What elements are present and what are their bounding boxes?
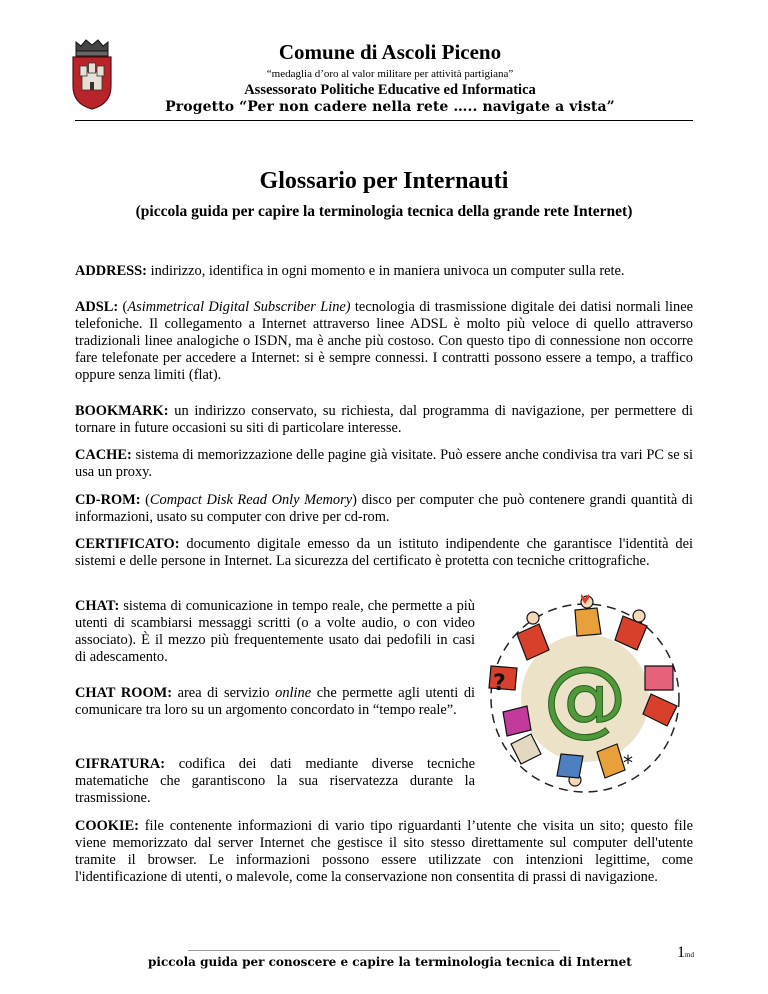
entry-italic: online [275,685,312,701]
entry-prefix: ( [140,492,150,508]
entry-term: CERTIFICATO: [75,536,180,552]
entry-term: CIFRATURA: [75,756,166,772]
people-circle-at-sign-icon [477,594,693,798]
page-number [677,944,694,962]
header-department: Assessorato Politiche Educative ed Informatica [244,82,536,98]
entry-text: sistema di memorizzazione delle pagine già visitate. Può essere anche condivisa tra vari PC se si usa un proxy. [75,447,693,480]
glossary-entry-cookie [75,818,693,886]
page-number-value: 1 [677,944,685,961]
entry-text: che permette agli utenti di comunicare tra loro su un argomento concordato in “tempo reale”. [75,685,476,718]
entry-term: CHAT: [75,598,120,614]
glossary-entry-bookmark [75,403,693,437]
glossary-entry-chat-room [75,685,475,719]
page-number-suffix: md [685,951,694,959]
entry-term: CACHE: [75,447,132,463]
entry-text: codifica dei dati mediante diverse tecniche matematiche che garantiscono la sua riservatezza durante la trasmissione. [75,756,475,806]
footer-text: piccola guida per conoscere e capire la terminologia tecnica di Internet [148,955,632,969]
glossary-entry-cache [75,447,693,481]
glossary-entry-cifratura [75,756,475,807]
header-title: Comune di Ascoli Piceno [278,40,502,64]
entry-italic: Compact Disk Read Only Memory [149,492,353,508]
entry-text: tecnologia di trasmissione digitale dei datisi normali linee telefoniche. Il collegamento a Internet attraverso linee ADSL è molto più veloce di quello attraverso tradizionali linee analogiche o ISDN, ma è anche più costoso. Con questo tipo di connessione non occorre fare telefonate per accedere a Internet: si è sempre connessi. I contratti possono essere a tempo, a traffico oppure senza limiti (flat). [75,299,694,383]
at-sign-symbol: @ [543,648,627,746]
entry-text: indirizzo, identifica in ogni momento e in maniera univoca un computer sulla rete. [146,263,625,279]
entry-term: ADSL: [75,299,119,315]
glossary-entry-address [75,263,693,280]
svg-text:*: * [623,751,633,775]
entry-term: ADDRESS: [75,263,147,279]
entry-term: CD-ROM: [75,492,141,508]
entry-italic: Asimmetrical Digital Subscriber Line) [127,299,351,315]
entry-text: un indirizzo conservato, su richiesta, dal programma di navigazione, per permettere di tornare in future occasioni su siti di particolare interesse. [75,403,693,436]
glossary-entry-cdrom [75,492,693,526]
glossary-entry-certificato [75,536,693,570]
entry-prefix: area di servizio [172,685,276,701]
header-project: Progetto “Per non cadere nella rete ….. navigate a vista” [165,99,615,115]
svg-text:?: ? [493,671,506,696]
document-title: Glossario per Internauti [259,168,509,194]
glossary-entry-chat [75,598,475,666]
header-divider [75,120,693,121]
entry-text: file contenente informazioni di vario tipo riguardanti l’utente che visita un sito; questo file viene memorizzato dal server Internet che gestisce il sito stesso direttamente sul computer dell'utente tramite il browser. Le informazioni possono essere utilizzate con intenzioni legittime, come l'identificazione di utenti, o malevole, come la conservazione non consentita di prassi di navigazione. [75,818,693,885]
city-crest-icon [70,38,114,110]
footer-divider [188,950,560,951]
entry-term: CHAT ROOM: [75,685,173,701]
entry-term: COOKIE: [75,818,139,834]
entry-text: ) disco per computer che può contenere grandi quantità di informazioni, usato su computer con drive per cd-rom. [75,492,693,525]
entry-term: BOOKMARK: [75,403,169,419]
glossary-entry-adsl [75,299,693,384]
entry-prefix: ( [118,299,128,315]
header-motto: “medaglia d’oro al valor militare per attività partigiana” [266,68,514,80]
entry-text: sistema di comunicazione in tempo reale, che permette a più utenti di scambiarsi messaggi scritti (o a volte audio, o con video associato). È il mezzo più frequentemente usato dai pedofili in casi di adescamento. [75,598,475,665]
document-subtitle: (piccola guida per capire la terminologia tecnica della grande rete Internet) [135,203,633,220]
entry-text: documento digitale emesso da un istituto indipendente che garantisce l'identità dei sistemi e delle persone in Internet. La sicurezza del certificato è protetta con tecniche crittografiche. [75,536,693,569]
